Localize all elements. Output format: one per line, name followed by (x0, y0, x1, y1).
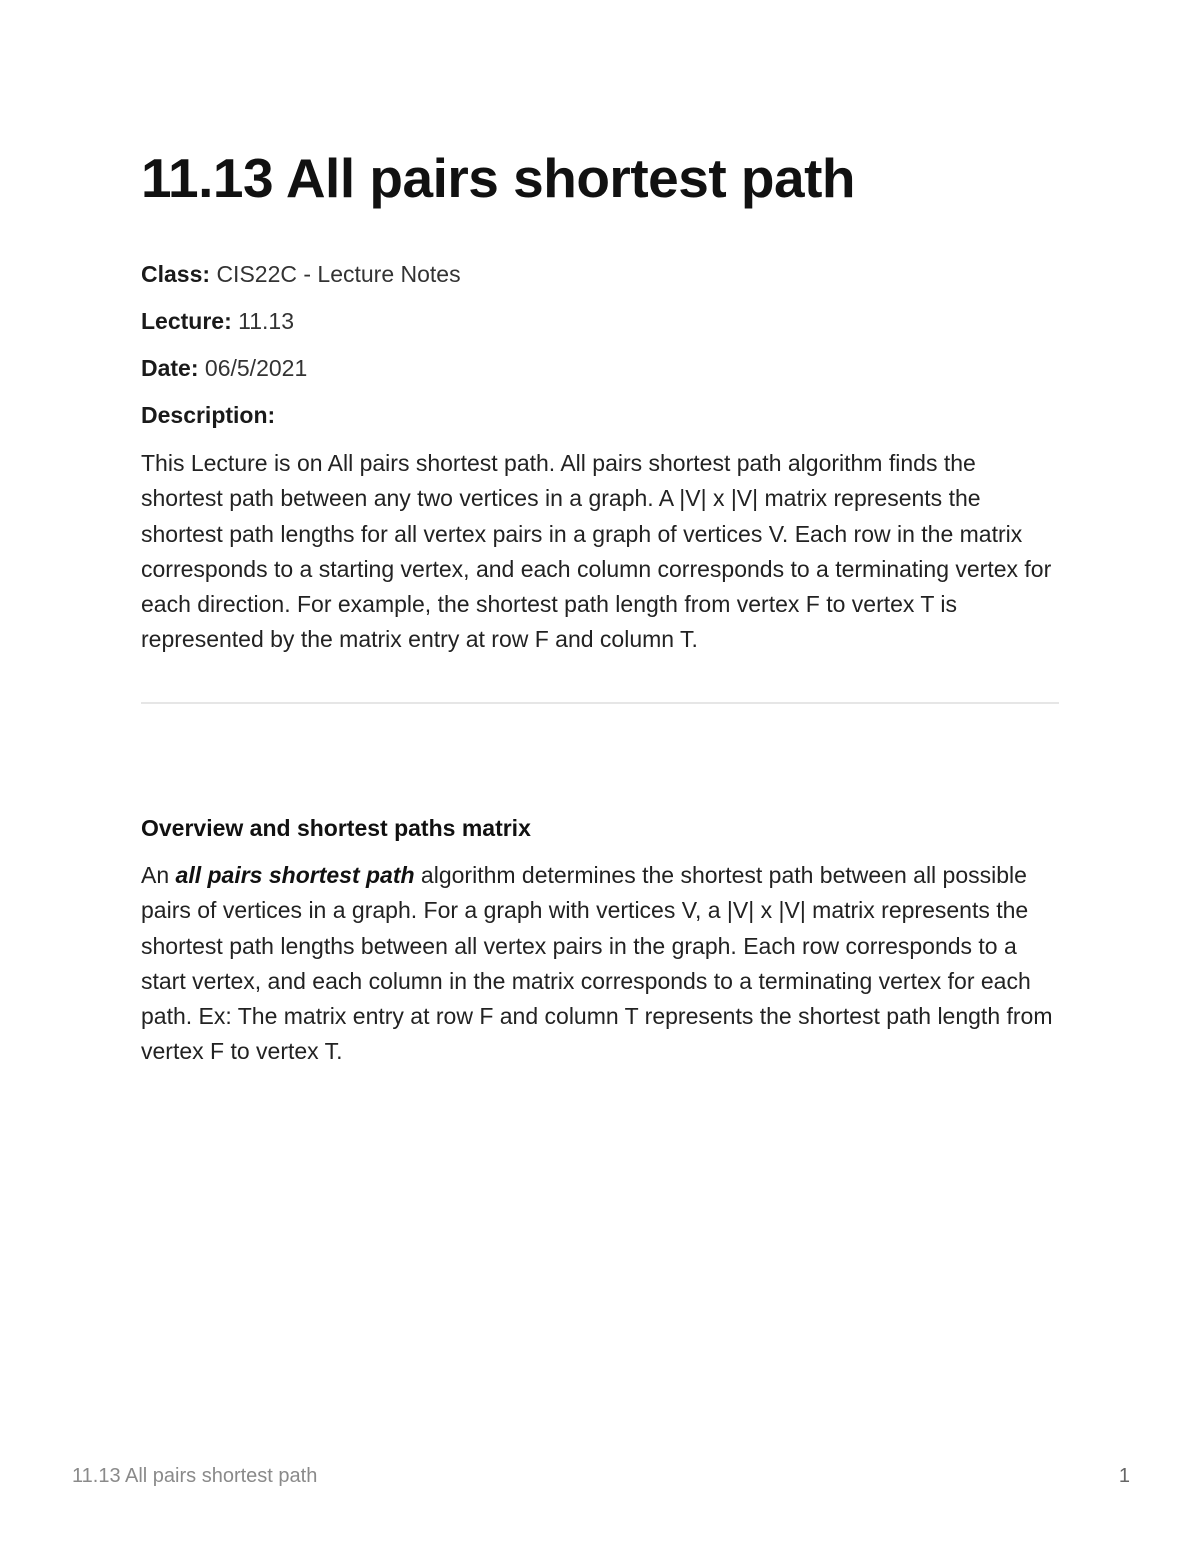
meta-class-value: CIS22C - Lecture Notes (216, 261, 461, 287)
section-text-emphasis: all pairs shortest path (175, 862, 415, 888)
section-text (141, 858, 1059, 1070)
section-divider (141, 702, 1059, 704)
meta-date-value: 06/5/2021 (204, 355, 308, 381)
section-heading: Overview and shortest paths matrix (141, 815, 531, 841)
meta-date: Date: 06/5/2021 (141, 355, 308, 381)
section-text-after: algorithm determines the shortest path between all possible pairs of vertices in a graph. For a graph with vertices V, a |V| x |V| matrix represents the shortest path lengths between all vertex pairs in the graph. Each row corresponds to a start vertex, and each column in the matrix corresponds to a terminating vertex for each path. Ex: The matrix entry at row F and column T represents the shortest path length from vertex F to vertex T. (141, 862, 1053, 1065)
meta-class-label: Class (141, 261, 203, 287)
section-text-before: An (141, 862, 176, 888)
description-text: This Lecture is on All pairs shortest path. All pairs shortest path algorithm finds the shortest path between any two vertices in a graph. A |V| x |V| matrix represents the shortest path lengths for all vertex pairs in a graph of vertices V. Each row in the matrix corresponds to a starting vertex, and each column corresponds to a terminating vertex for each direction. For example, the shortest path length from vertex F to vertex T is represented by the matrix entry at row F and column T. (141, 450, 1052, 653)
meta-description: Description: (141, 402, 276, 428)
meta-description-label: Description (141, 402, 268, 428)
page-title: 11.13 All pairs shortest path (141, 147, 856, 209)
footer-page-number: 1 (1118, 1465, 1130, 1487)
meta-date-label: Date (141, 355, 191, 381)
meta-lecture-value: 11.13 (238, 308, 295, 334)
meta-class: Class: CIS22C - Lecture Notes (141, 261, 461, 287)
meta-lecture: Lecture: 11.13 (141, 308, 295, 334)
meta-lecture-label: Lecture (141, 308, 225, 334)
footer-title: 11.13 All pairs shortest path (72, 1465, 318, 1487)
